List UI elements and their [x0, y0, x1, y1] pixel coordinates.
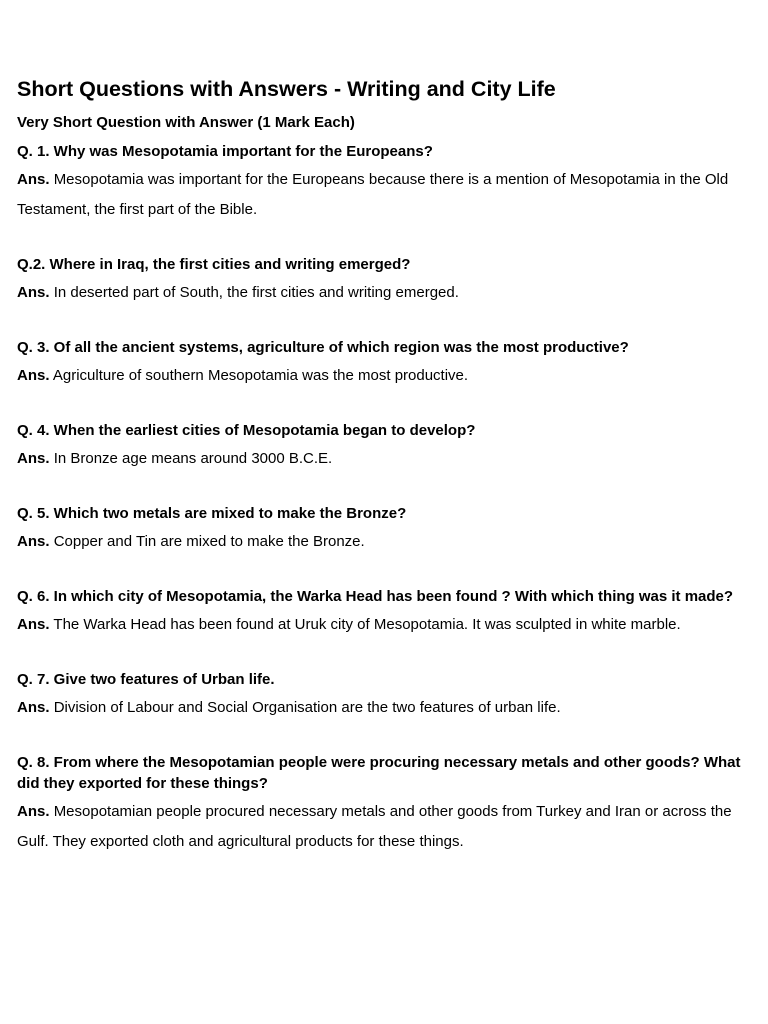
answer-body: Mesopotamian people procured necessary metals and other goods from Turkey and Iran or across the Gulf. They exported cloth and agricultural products for these things.: [17, 803, 732, 850]
answer-body: The Warka Head has been found at Uruk city of Mesopotamia. It was sculpted in white marble.: [53, 616, 681, 633]
qa-item: [17, 420, 757, 474]
question-text: Q. 6. In which city of Mesopotamia, the Warka Head has been found ? With which thing was it made?: [17, 588, 734, 605]
answer-text: [17, 361, 757, 391]
question-text: Q.2. Where in Iraq, the first cities and writing emerged?: [17, 256, 411, 273]
answer-text: [17, 693, 757, 723]
answer-label: Ans.: [17, 616, 50, 633]
answer-text: [17, 278, 757, 308]
section-subtitle: Very Short Question with Answer (1 Mark Each): [17, 114, 355, 131]
document-title: Short Questions with Answers - Writing and City Life: [17, 77, 556, 101]
answer-text: [17, 527, 757, 557]
answer-body: Agriculture of southern Mesopotamia was the most productive.: [52, 367, 469, 384]
answer-body: Mesopotamia was important for the Europeans because there is a mention of Mesopotamia in the Old Testament, the first part of the Bible.: [17, 171, 729, 218]
answer-body: Division of Labour and Social Organisation are the two features of urban life.: [53, 699, 561, 716]
answer-text: [17, 610, 757, 640]
answer-text: [17, 444, 757, 474]
answer-label: Ans.: [17, 171, 50, 188]
question-text: Q. 7. Give two features of Urban life.: [17, 671, 275, 688]
qa-item: [17, 669, 757, 723]
answer-label: Ans.: [17, 284, 50, 301]
qa-item: [17, 141, 757, 225]
qa-item: [17, 337, 757, 391]
answer-body: In deserted part of South, the first cities and writing emerged.: [53, 284, 459, 301]
question-text: Q. 8. From where the Mesopotamian people were procuring necessary metals and other goods? What did they exported for these things?: [17, 754, 741, 792]
question-text: Q. 4. When the earliest cities of Mesopotamia began to develop?: [17, 422, 476, 439]
answer-label: Ans.: [17, 450, 50, 467]
answer-body: Copper and Tin are mixed to make the Bronze.: [53, 533, 365, 550]
qa-item: [17, 503, 757, 557]
qa-item: [17, 752, 757, 857]
answer-label: Ans.: [17, 533, 50, 550]
answer-label: Ans.: [17, 367, 50, 384]
answer-text: [17, 797, 757, 857]
answer-text: [17, 165, 757, 225]
qa-item: [17, 254, 757, 308]
answer-label: Ans.: [17, 803, 50, 820]
qa-item: [17, 586, 757, 640]
answer-label: Ans.: [17, 699, 50, 716]
question-text: Q. 3. Of all the ancient systems, agriculture of which region was the most productive?: [17, 339, 629, 356]
document-page: [17, 74, 757, 886]
answer-body: In Bronze age means around 3000 B.C.E.: [53, 450, 333, 467]
question-text: Q. 5. Which two metals are mixed to make the Bronze?: [17, 505, 407, 522]
question-text: Q. 1. Why was Mesopotamia important for the Europeans?: [17, 143, 433, 160]
